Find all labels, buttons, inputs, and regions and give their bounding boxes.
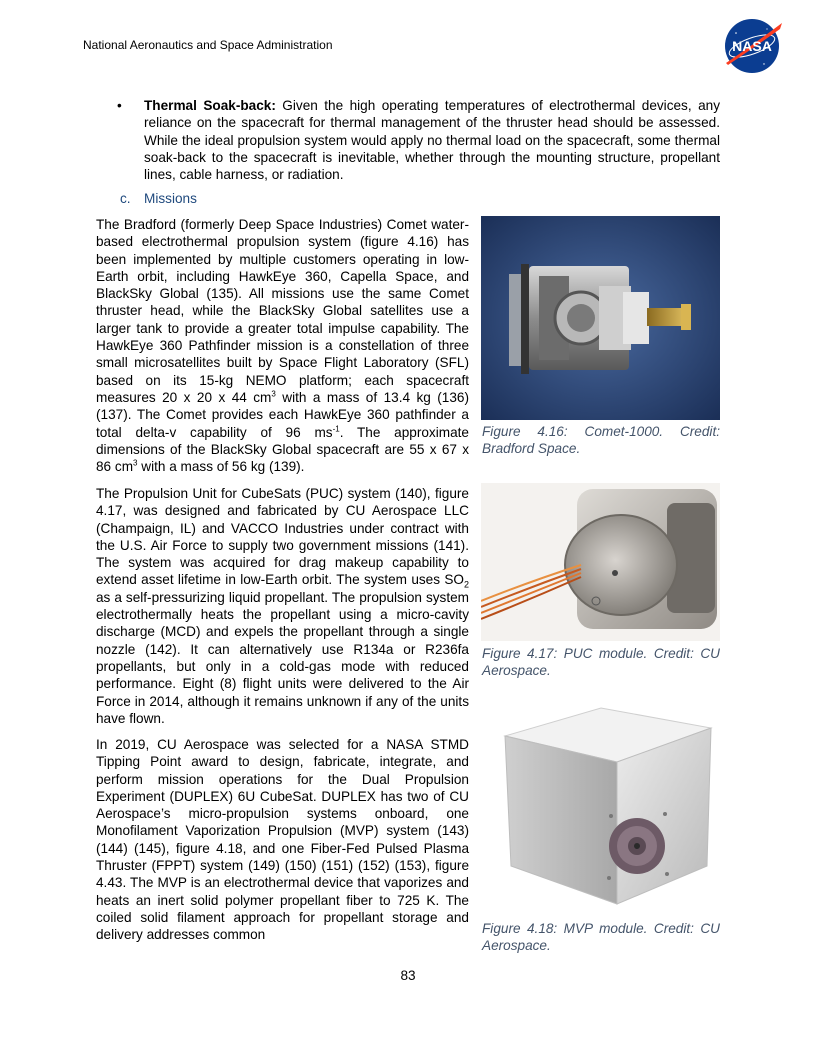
organization-name: National Aeronautics and Space Administration — [83, 38, 333, 52]
paragraph-puc: The Propulsion Unit for CubeSats (PUC) system (140), figure 4.17, was designed and fabricated by CU Aerospace LLC (Champaign, IL) and VACCO Industries under contract with the U.S. Air Force to supply two government missions (141). The system was acquired for drag makeup capability to extend asset lifetime in low-Earth orbit. The system uses $SO_2$ as a self-pressurizing liquid propellant. The propulsion system electrothermally heats the propellant using a micro-cavity discharge (MCD) and expels the propellant through a single nozzle (142). It can alternatively use R134a or R236fa propellants, but only in a cold-gas mode with reduced performance. Eight (8) flight units were delivered to the Air Force in 2014, although it remains unknown if any of the units have flown. — [96, 486, 469, 726]
nasa-logo-text: NASA — [732, 38, 772, 54]
thermal-soak-back-bullet — [118, 97, 720, 183]
caption-figure-4-18: Figure 4.18: MVP module. Credit: CU Aerospace. — [482, 921, 720, 954]
page-number: 83 — [400, 968, 416, 983]
section-letter: c. — [120, 191, 131, 206]
paragraph-duplex: In 2019, CU Aerospace was selected for a NASA STMD Tipping Point award to design, fabricate, integrate, and perform mission operations for the Dual Propulsion Experiment (DUPLEX) 6U CubeSat. DUPLEX has two of CU Aerospace’s micro-propulsion systems onboard, one Monofilament Vaporization Propulsion (MVP) system (143) (144) (145), figure 4.18, and one Fiber-Fed Pulsed Plasma Thruster (FPPT) system (149) (150) (151) (152) (153), figure 4.43. The MVP is an electrothermal device that vaporizes and heats an inert solid polymer propellant fiber to 725 K. The coiled solid filament approach for propellant storage and delivery addresses common — [96, 737, 469, 943]
section-title: Missions — [144, 191, 197, 206]
caption-figure-4-16: Figure 4.16: Comet-1000. Credit: Bradford Space. — [482, 424, 720, 457]
section-heading-missions — [120, 191, 197, 206]
paragraph-comet: The Bradford (formerly Deep Space Industries) Comet water-based electrothermal propulsion system (figure 4.16) has been implemented by multiple customers operating in low-Earth orbit, including HawkEye 360, Capella Space, and BlackSky Global (135). All missions use the same Comet thruster head, while the BlackSky Global satellites use a larger tank to provide a greater total impulse capability. The HawkEye 360 Pathfinder mission is a constellation of three small microsatellites built by Space Flight Laboratory (SFL) based on its 15-kg NEMO platform; each spacecraft measures 20 x 20 x 44 $cm^3$ with a mass of 13.4 kg (136) (137). The Comet provides each HawkEye 360 pathfinder a total delta-v capability of 96 $ms^{-1}$. The approximate dimensions of the BlackSky Global spacecraft are 55 x 67 x 86 $cm^3$ with a mass of 56 kg (139). — [96, 217, 469, 475]
bullet-title: Thermal Soak-back: — [144, 98, 276, 113]
figure-comet-1000-image — [481, 216, 720, 420]
figure-puc-module-image — [481, 483, 720, 641]
nasa-logo — [722, 17, 784, 75]
figure-mvp-module-image — [481, 706, 720, 914]
bullet-icon: • — [117, 98, 122, 113]
bullet-text: Given the high operating temperatures of electrothermal devices, any reliance on the spacecraft for thermal management of the thruster head should be assessed. While the ideal propulsion system would apply no thermal load on the spacecraft, some thermal soak-back to the spacecraft is inevitable, whether through the mounting structure, propellant lines, cable harness, or radiation. — [144, 98, 720, 183]
caption-figure-4-17: Figure 4.17: PUC module. Credit: CU Aerospace. — [482, 646, 720, 679]
